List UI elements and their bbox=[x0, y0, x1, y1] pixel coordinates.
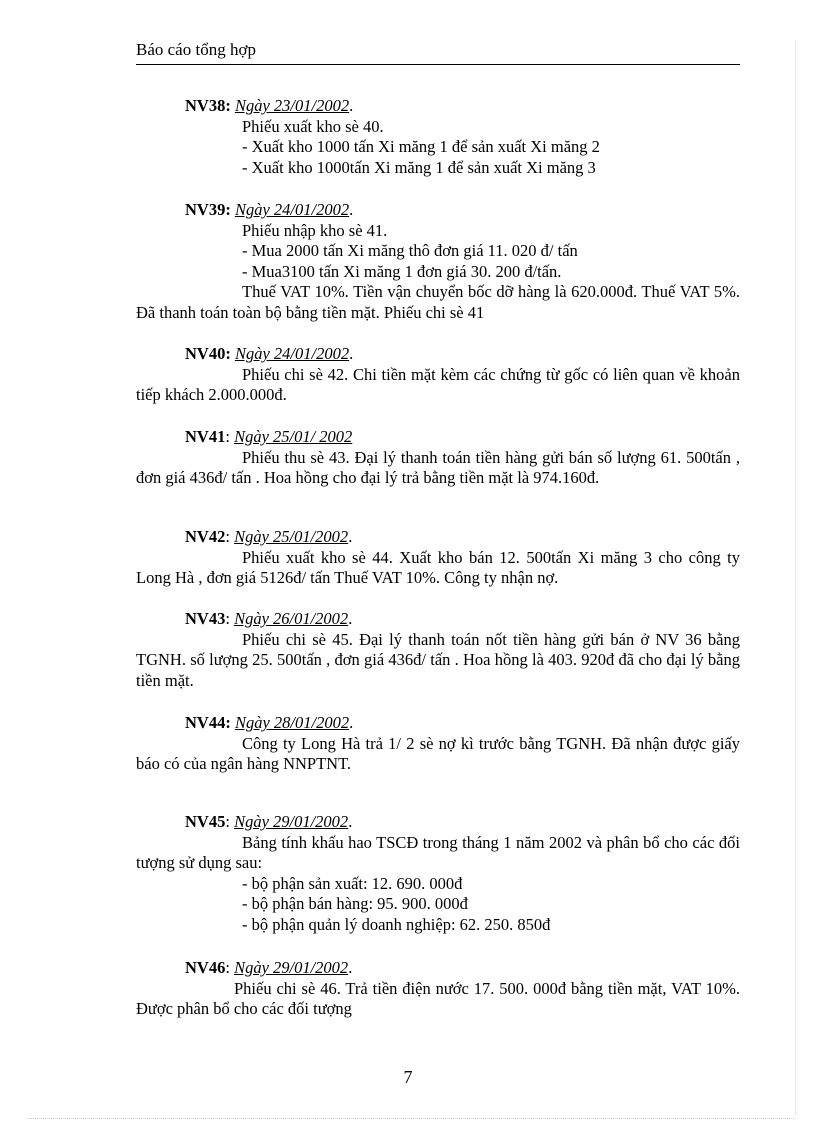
entry-date: Ngày 28/01/2002 bbox=[234, 713, 350, 732]
entry-line: - Xuất kho 1000 tấn Xi măng 1 để sản xuất Xi măng 2 bbox=[242, 137, 600, 156]
entry-nv38 bbox=[136, 96, 740, 178]
entry-paragraph: Phiếu xuất kho sè 44. Xuất kho bán 12. 500tấn Xi măng 3 cho công ty Long Hà , đơn giá 5126đ/ tấn Thuế VAT 10%. Công ty nhận nợ. bbox=[136, 547, 740, 587]
entry-date: Ngày 24/01/2002 bbox=[234, 200, 350, 219]
entry-date: Ngày 29/01/2002 bbox=[234, 958, 349, 977]
entry-date: Ngày 24/01/2002 bbox=[234, 344, 350, 363]
entry-line: Phiếu xuất kho sè 40. bbox=[242, 116, 384, 136]
entry-nv46 bbox=[136, 958, 740, 1020]
entry-code: NV44: bbox=[185, 713, 231, 732]
entry-line: - bộ phận quản lý doanh nghiệp: 62. 250. 850đ bbox=[242, 914, 551, 934]
entry-date: Ngày 23/01/2002 bbox=[234, 96, 350, 115]
entry-paragraph: Công ty Long Hà trả 1/ 2 sè nợ kì trước bằng TGNH. Đã nhận được giấy báo có của ngân hàng NNPTNT. bbox=[136, 733, 740, 773]
entry-date: Ngày 29/01/2002 bbox=[234, 812, 349, 831]
page-edge-divider bbox=[28, 1118, 794, 1119]
page-edge-divider-vertical bbox=[795, 40, 796, 1115]
entry-nv45 bbox=[136, 812, 740, 935]
entry-paragraph: Phiếu chi sè 46. Trả tiền điện nước 17. 500. 000đ bằng tiền mặt, VAT 10%. Được phân bổ cho các đối tượng bbox=[136, 978, 740, 1018]
entry-heading: NV40: Ngày 24/01/2002. bbox=[185, 344, 354, 363]
entry-code: NV46 bbox=[185, 958, 226, 977]
entry-heading: NV45: Ngày 29/01/2002. bbox=[185, 812, 353, 831]
entry-date: Ngày 25/01/2002 bbox=[234, 527, 349, 546]
entry-line: - Xuất kho 1000tấn Xi măng 1 để sản xuất Xi măng 3 bbox=[242, 157, 596, 177]
entry-line: Phiếu nhập kho sè 41. bbox=[242, 220, 388, 240]
entry-paragraph: Phiếu chi sè 42. Chi tiền mặt kèm các chứng từ gốc có liên quan về khoản tiếp khách 2.000.000đ. bbox=[136, 364, 740, 404]
entry-heading: NV38: Ngày 23/01/2002. bbox=[185, 96, 354, 115]
entry-line: - bộ phận bán hàng: 95. 900. 000đ bbox=[242, 894, 468, 913]
entry-date: Ngày 26/01/2002 bbox=[234, 609, 349, 628]
entry-paragraph: Bảng tính khấu hao TSCĐ trong tháng 1 năm 2002 và phân bổ cho các đối tượng sử dụng sau: bbox=[136, 832, 740, 872]
entry-paragraph: Thuế VAT 10%. Tiền vận chuyển bốc dỡ hàng là 620.000đ. Thuế VAT 5%. Đã thanh toán toàn bộ bằng tiền mặt. Phiếu chi sè 41 bbox=[136, 282, 740, 322]
page-number: 7 bbox=[403, 1067, 413, 1087]
entry-nv39 bbox=[136, 200, 740, 323]
entry-nv40 bbox=[136, 344, 740, 406]
entry-date: Ngày 25/01/ 2002 bbox=[234, 427, 353, 446]
entry-code: NV39: bbox=[185, 200, 231, 219]
entry-heading: NV44: Ngày 28/01/2002. bbox=[185, 713, 354, 732]
entry-line: - Mua 2000 tấn Xi măng thô đơn giá 11. 020 đ/ tấn bbox=[242, 241, 578, 260]
entry-line: - Mua3100 tấn Xi măng 1 đơn giá 30. 200 đ/tấn. bbox=[242, 261, 562, 281]
entry-paragraph: Phiếu thu sè 43. Đại lý thanh toán tiền hàng gửi bán số lượng 61. 500tấn , đơn giá 436đ/ tấn . Hoa hồng cho đại lý trả bằng tiền mặt là 974.160đ. bbox=[136, 447, 740, 487]
header-title: Báo cáo tổng hợp bbox=[136, 40, 256, 59]
entry-code: NV42 bbox=[185, 527, 226, 546]
entry-nv44 bbox=[136, 713, 740, 775]
entry-code: NV41 bbox=[185, 427, 226, 446]
entry-heading: NV46: Ngày 29/01/2002. bbox=[185, 958, 353, 977]
entry-heading: NV43: Ngày 26/01/2002. bbox=[185, 609, 353, 628]
page-header bbox=[136, 38, 740, 65]
entry-nv41 bbox=[136, 427, 740, 489]
entry-code: NV43 bbox=[185, 609, 226, 628]
entry-paragraph: Phiếu chi sè 45. Đại lý thanh toán nốt tiền hàng gửi bán ở NV 36 bằng TGNH. số lượng 25. 500tấn , đơn giá 436đ/ tấn . Hoa hồng là 403. 920đ đã cho đại lý bằng tiền mặt. bbox=[136, 629, 740, 690]
entry-code: NV40: bbox=[185, 344, 231, 363]
entry-code: NV38: bbox=[185, 96, 231, 115]
entry-code: NV45 bbox=[185, 812, 226, 831]
entry-heading: NV42: Ngày 25/01/2002. bbox=[185, 527, 353, 546]
entry-nv43 bbox=[136, 609, 740, 691]
entry-line: - bộ phận sản xuất: 12. 690. 000đ bbox=[242, 873, 463, 893]
entry-heading: NV41: Ngày 25/01/ 2002 bbox=[185, 427, 353, 446]
entry-heading: NV39: Ngày 24/01/2002. bbox=[185, 200, 354, 219]
entry-nv42 bbox=[136, 527, 740, 589]
